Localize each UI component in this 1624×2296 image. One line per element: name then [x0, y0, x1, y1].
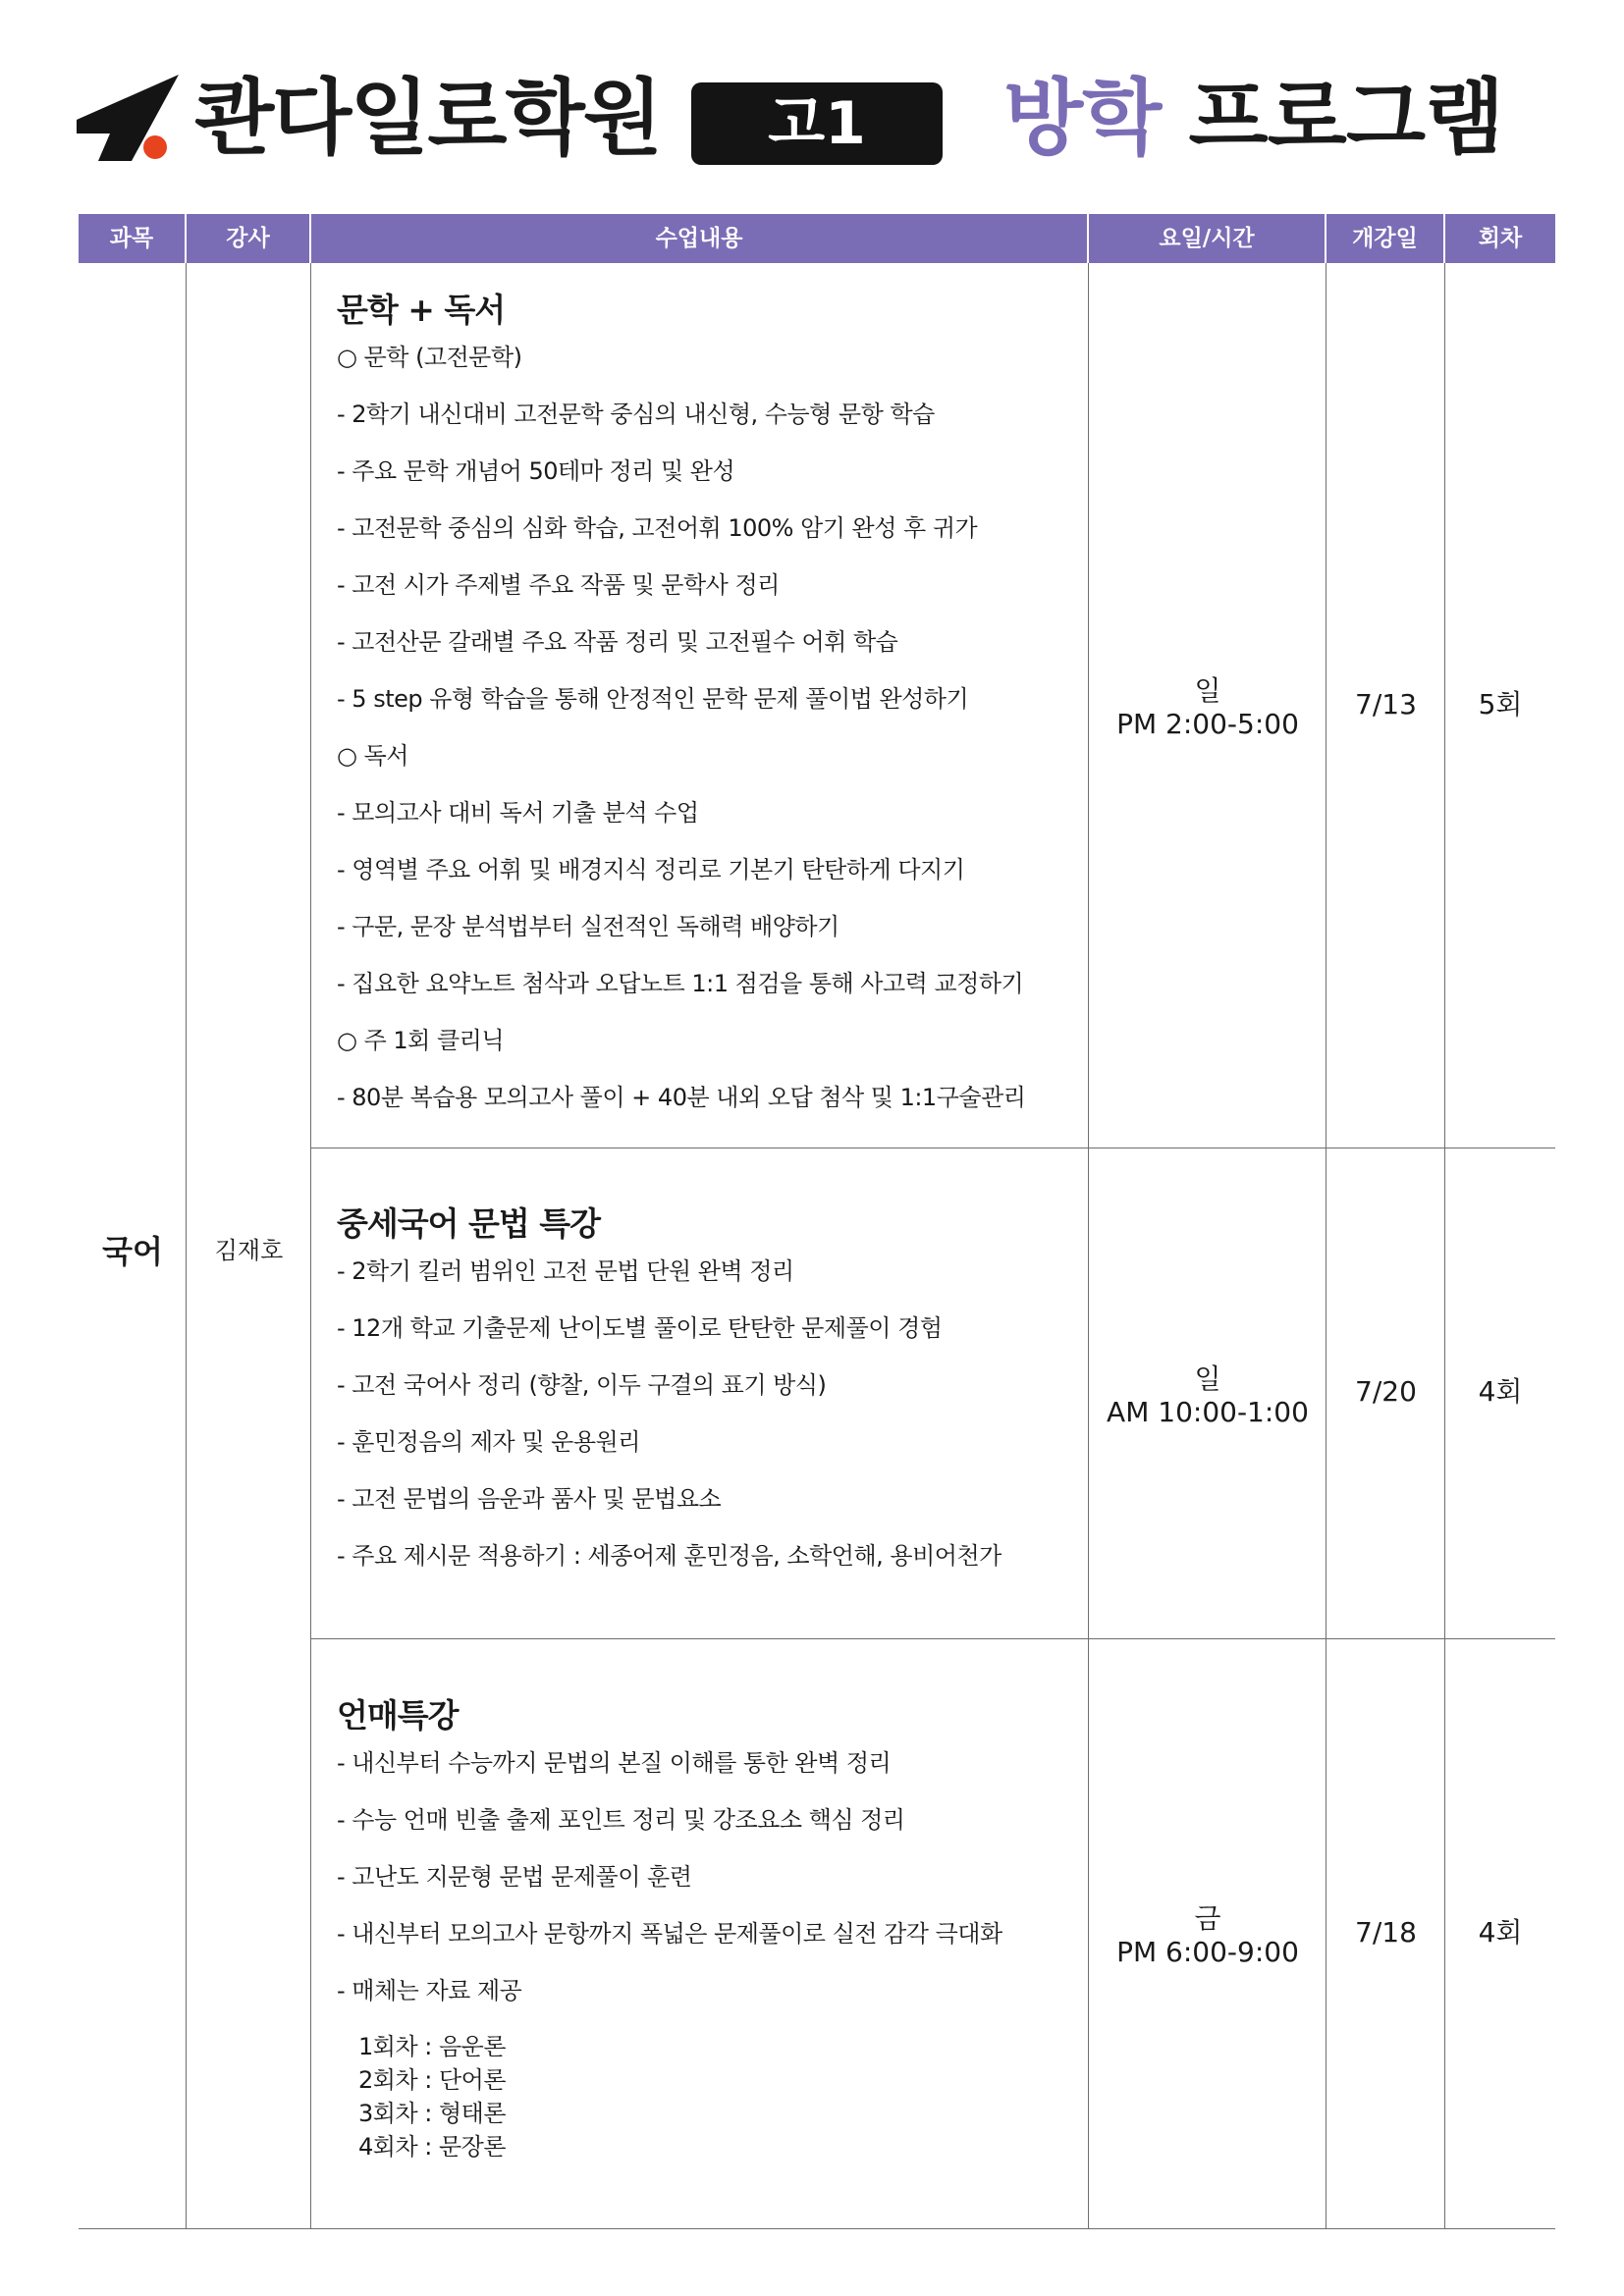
course-line: - 고전 국어사 정리 (향찰, 이두 구결의 표기 방식)	[337, 1371, 827, 1399]
course-line: - 주요 제시문 적용하기 : 세종어제 훈민정음, 소학언해, 용비어천가	[337, 1542, 1001, 1570]
course-line: - 내신부터 모의고사 문항까지 폭넓은 문제풀이로 실전 감각 극대화	[337, 1920, 1002, 1948]
course-line: - 고전산문 갈래별 주요 작품 정리 및 고전필수 어휘 학습	[337, 628, 898, 656]
course-content	[311, 1696, 1089, 2163]
course-title: 언매특강	[337, 1696, 459, 1735]
course-line: - 구문, 문장 분석법부터 실전적인 독해력 배양하기	[337, 913, 839, 940]
class-time: PM 2:00-5:00	[1116, 708, 1299, 740]
class-time: AM 10:00-1:00	[1107, 1396, 1309, 1428]
academy-name: 콴다일로학원	[194, 70, 661, 166]
start-date-cell: 7/20	[1355, 1375, 1417, 1408]
subject-cell: 국어	[102, 1233, 163, 1270]
course-line: - 집요한 요약노트 첨삭과 오답노트 1:1 점검을 통해 사고력 교정하기	[337, 970, 1024, 997]
course-title: 문학 + 독서	[337, 291, 506, 329]
course-line: - 2학기 킬러 범위인 고전 문법 단원 완벽 정리	[337, 1257, 794, 1285]
sessions-cell: 5회	[1478, 688, 1523, 721]
course-line: - 2학기 내신대비 고전문학 중심의 내신형, 수능형 문항 학습	[337, 400, 935, 428]
course-line: - 고전 문법의 음운과 품사 및 문법요소	[337, 1485, 722, 1513]
grade-badge: 고1	[691, 82, 943, 165]
session-topic: 2회차 : 단어론	[358, 2066, 507, 2094]
column-header-content: 수업내용	[311, 214, 1087, 263]
program-title-accent: 방학	[1003, 70, 1162, 166]
course-line: - 고전문학 중심의 심화 학습, 고전어휘 100% 암기 완성 후 귀가	[337, 514, 978, 542]
session-topic: 1회차 : 음운론	[358, 2033, 507, 2060]
start-date-cell: 7/18	[1355, 1916, 1417, 1949]
page-header	[0, 0, 1624, 196]
course-line: - 영역별 주요 어휘 및 배경지식 정리로 기본기 탄탄하게 다지기	[337, 856, 965, 883]
course-line: - 수능 언매 빈출 출제 포인트 정리 및 강조요소 핵심 정리	[337, 1806, 905, 1834]
session-topic-list	[337, 2030, 1089, 2163]
class-day: 일	[1194, 674, 1221, 707]
course-line: - 훈민정음의 제자 및 운용원리	[337, 1428, 640, 1456]
column-header-start-date: 개강일	[1326, 214, 1443, 263]
course-line: - 5 step 유형 학습을 통해 안정적인 문학 문제 풀이법 완성하기	[337, 685, 969, 713]
column-header-schedule: 요일/시간	[1089, 214, 1325, 263]
class-day: 일	[1194, 1362, 1221, 1395]
course-line: - 매체는 자료 제공	[337, 1977, 522, 2004]
course-line: - 내신부터 수능까지 문법의 본질 이해를 통한 완벽 정리	[337, 1749, 892, 1777]
program-title-rest: 프로그램	[1188, 70, 1504, 166]
schedule-table	[79, 214, 1555, 2161]
course-content	[311, 291, 1089, 1111]
course-line: - 12개 학교 기출문제 난이도별 풀이로 탄탄한 문제풀이 경험	[337, 1314, 943, 1342]
course-line: - 고난도 지문형 문법 문제풀이 훈련	[337, 1863, 692, 1891]
column-header-teacher: 강사	[187, 214, 309, 263]
course-content	[311, 1204, 1089, 1570]
row-divider	[310, 1638, 1555, 1639]
course-line: - 주요 문학 개념어 50테마 정리 및 완성	[337, 457, 735, 485]
column-header-sessions: 회차	[1445, 214, 1555, 263]
course-line: ○ 주 1회 클리닉	[337, 1027, 505, 1054]
start-date-cell: 7/13	[1355, 688, 1417, 721]
schedule-cell	[1089, 1362, 1326, 1429]
course-line: - 고전 시가 주제별 주요 작품 및 문학사 정리	[337, 571, 780, 599]
class-time: PM 6:00-9:00	[1116, 1936, 1299, 1968]
sessions-cell: 4회	[1478, 1375, 1523, 1408]
column-header-subject: 과목	[79, 214, 185, 263]
course-line: ○ 문학 (고전문학)	[337, 344, 522, 371]
schedule-cell	[1089, 674, 1326, 741]
teacher-cell: 김재호	[214, 1237, 284, 1264]
course-line: - 모의고사 대비 독서 기출 분석 수업	[337, 799, 699, 827]
table-bottom-border	[79, 2228, 1555, 2229]
session-topic: 4회차 : 문장론	[358, 2133, 507, 2161]
course-title: 중세국어 문법 특강	[337, 1204, 601, 1243]
schedule-cell	[1089, 1902, 1326, 1969]
course-line: ○ 독서	[337, 742, 408, 770]
session-topic: 3회차 : 형태론	[358, 2100, 507, 2127]
academy-logo-icon	[77, 75, 179, 161]
class-day: 금	[1194, 1902, 1221, 1935]
program-title	[1003, 71, 1503, 165]
course-line: - 80분 복습용 모의고사 풀이 + 40분 내외 오답 첨삭 및 1:1구술관리	[337, 1084, 1026, 1111]
sessions-cell: 4회	[1478, 1916, 1523, 1949]
table-header	[79, 214, 1555, 263]
